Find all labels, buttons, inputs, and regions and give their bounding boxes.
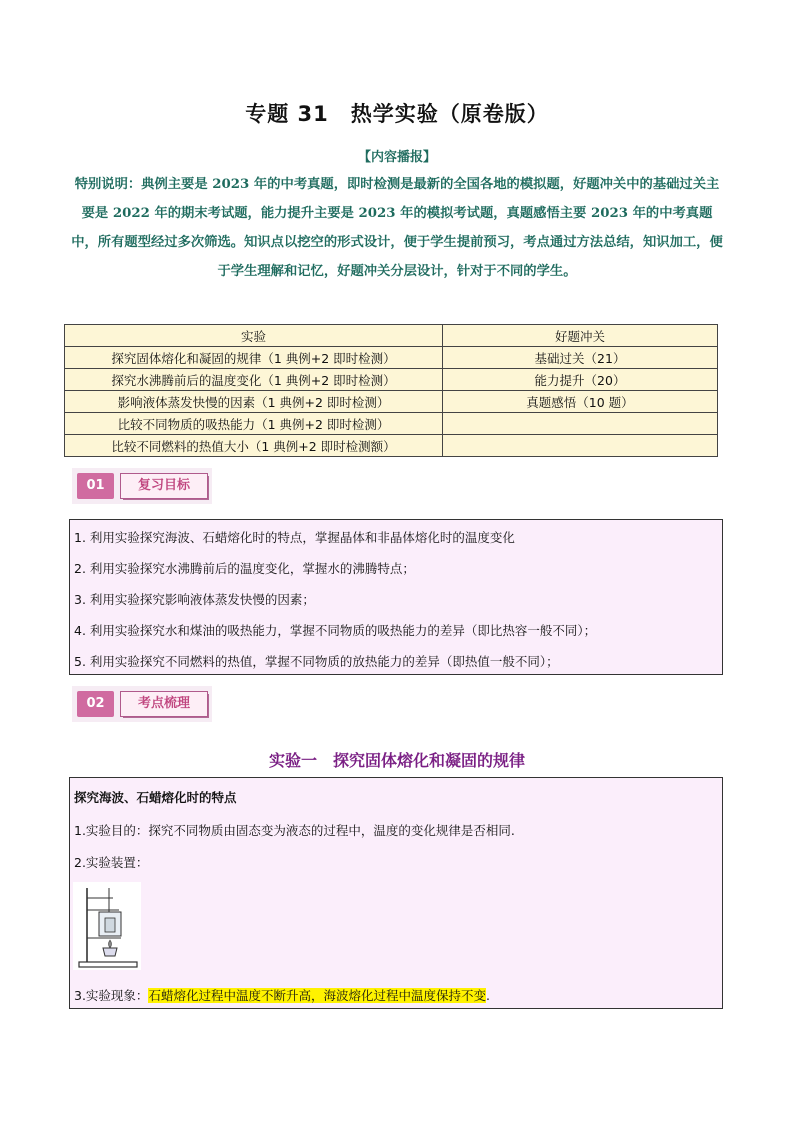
phenomenon-label: 3.实验现象： (74, 988, 149, 1003)
apparatus-drawing (73, 882, 141, 970)
badge-label: 复习目标 (120, 473, 208, 499)
table-cell: 探究水沸腾前后的温度变化（1 典例+2 即时检测） (65, 369, 443, 391)
key-points-badge (72, 686, 212, 722)
table-cell: 探究固体熔化和凝固的规律（1 典例+2 即时检测） (65, 347, 443, 369)
phenomenon-end: . (485, 988, 490, 1003)
table-cell: 能力提升（20） (443, 369, 718, 391)
phenomenon-highlight: 石蜡熔化过程中温度不断升高，海波熔化过程中温度保持不变 (148, 988, 486, 1003)
table-row (65, 413, 718, 435)
summary-table (64, 324, 718, 457)
table-cell: 比较不同燃料的热值大小（1 典例+2 即时检测额） (65, 435, 443, 457)
experiment-heading: 探究海波、石蜡熔化时的特点 (74, 790, 237, 805)
section-title: 实验一 探究固体熔化和凝固的规律 (268, 751, 525, 770)
goal-item: 4. 利用实验探究水和煤油的吸热能力，掌握不同物质的吸热能力的差异（即比热容一般不同）； (74, 623, 597, 638)
content-broadcast-heading: 【内容播报】 (357, 150, 436, 165)
table-row (65, 347, 718, 369)
special-note-paragraph: 特别说明：典例主要是 2023 年的中考真题，即时检测是最新的全国各地的模拟题，好题冲关中的基础过关主要是 2022 年的期末考试题，能力提升主要是 2023 年的模拟考试题，真题感悟主要 2023 年的中考真题中，所有题型经过多次筛选。知识点以挖空的形式设计，便于学生提前预习，考点通过方法总结，知识加工，便于学生理解和记忆，好题冲关分层设计，针对于不同的学生。 (71, 177, 723, 279)
goal-item: 5. 利用实验探究不同燃料的热值，掌握不同物质的放热能力的差异（即热值一般不同）； (74, 654, 559, 669)
table-cell: 影响液体蒸发快慢的因素（1 典例+2 即时检测） (65, 391, 443, 413)
badge-number: 02 (77, 691, 114, 717)
table-cell (443, 435, 718, 457)
phenomenon-line (74, 986, 490, 1004)
table-row (65, 391, 718, 413)
apparatus-image (73, 882, 141, 970)
table-row (65, 435, 718, 457)
table-row (65, 369, 718, 391)
review-goals-box (69, 519, 723, 675)
table-cell: 比较不同物质的吸热能力（1 典例+2 即时检测） (65, 413, 443, 435)
experiment-purpose: 1.实验目的：探究不同物质由固态变为液态的过程中，温度的变化规律是否相同. (74, 823, 515, 838)
table-header-practice: 好题冲关 (443, 325, 718, 347)
apparatus-label: 2.实验装置： (74, 855, 149, 870)
experiment-box (69, 777, 723, 1009)
goal-item: 3. 利用实验探究影响液体蒸发快慢的因素； (74, 592, 315, 607)
table-cell: 基础过关（21） (443, 347, 718, 369)
table-header-row (65, 325, 718, 347)
table-cell (443, 413, 718, 435)
badge-number: 01 (77, 473, 114, 499)
page-title: 专题 31 热学实验（原卷版） (245, 102, 549, 126)
review-goals-badge (72, 468, 212, 504)
badge-label: 考点梳理 (120, 691, 208, 717)
goal-item: 2. 利用实验探究水沸腾前后的温度变化，掌握水的沸腾特点； (74, 561, 415, 576)
table-cell: 真题感悟（10 题） (443, 391, 718, 413)
goal-item: 1. 利用实验探究海波、石蜡熔化时的特点，掌握晶体和非晶体熔化时的温度变化 (74, 530, 515, 545)
table-header-experiment: 实验 (65, 325, 443, 347)
